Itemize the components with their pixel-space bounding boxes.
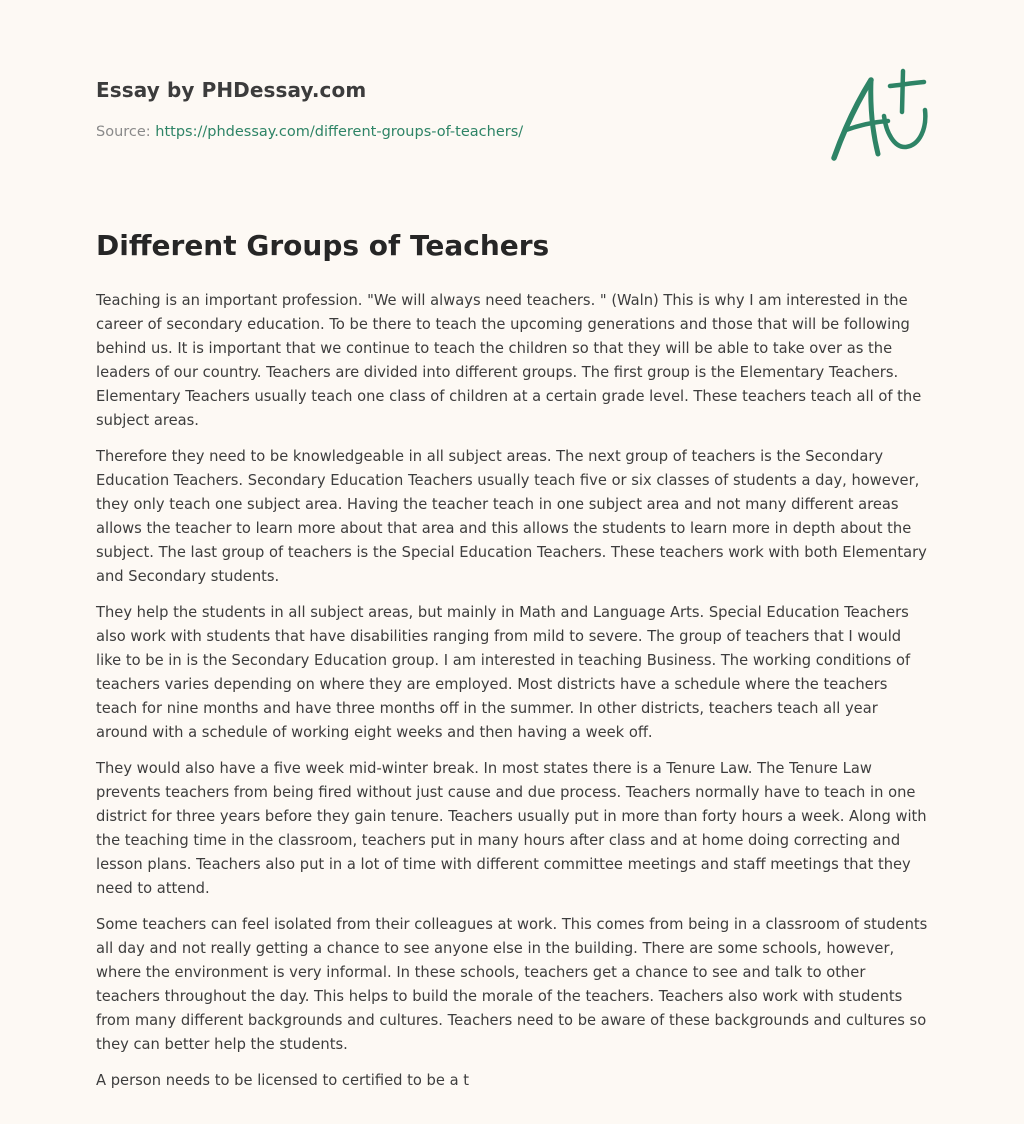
essay-paragraph: They would also have a five week mid-winter break. In most states there is a Tenure Law. The Tenure Law prevents teachers from being fired without just cause and due process. Teachers normally have to teach in one district for three years before they gain tenure. Teachers usually put in more than forty hours a week. Along with the teaching time in the classroom, teachers put in many hours after class and at home doing correcting and lesson plans. Teachers also put in a lot of time with different committee meetings and staff meetings that they need to attend. [96, 760, 927, 897]
brand-title: Essay by PHDessay.com [96, 78, 367, 102]
essay-paragraph: Therefore they need to be knowledgeable in all subject areas. The next group of teachers is the Secondary Education Teachers. Secondary Education Teachers usually teach five or six classes of students a day, however, they only teach one subject area. Having the teacher teach in one subject area and not many different areas allows the teacher to learn more about that area and this allows the students to learn more in depth about the subject. The last group of teachers is the Special Education Teachers. These teachers work with both Elementary and Secondary students. [96, 448, 927, 585]
essay-title: Different Groups of Teachers [96, 229, 550, 262]
source-label: Source: [96, 124, 151, 140]
essay-body [96, 289, 928, 1093]
essay-paragraph: A person needs to be licensed to certified to be a t [96, 1072, 470, 1089]
essay-paragraph: Teaching is an important profession. "We will always need teachers. " (Waln) This is why I am interested in the career of secondary education. To be there to teach the upcoming generations and those that will be following behind us. It is important that we continue to teach the children so that they will be able to take over as the leaders of our country. Teachers are divided into different groups. The first group is the Elementary Teachers. Elementary Teachers usually teach one class of children at a certain grade level. These teachers teach all of the subject areas. [96, 292, 922, 429]
source-link[interactable]: https://phdessay.com/different-groups-of-teachers/ [155, 124, 524, 140]
a-plus-grade-logo-icon [826, 66, 930, 166]
essay-paragraph: Some teachers can feel isolated from their colleagues at work. This comes from being in a classroom of students all day and not really getting a chance to see anyone else in the building. There are some schools, however, where the environment is very informal. In these schools, teachers get a chance to see and talk to other teachers throughout the day. This helps to build the morale of the teachers. Teachers also work with students from many different backgrounds and cultures. Teachers need to be aware of these backgrounds and cultures so they can better help the students. [96, 916, 928, 1053]
essay-paragraph: They help the students in all subject areas, but mainly in Math and Language Arts. Special Education Teachers also work with students that have disabilities ranging from mild to severe. The group of teachers that I would like to be in is the Secondary Education group. I am interested in teaching Business. The working conditions of teachers varies depending on where they are employed. Most districts have a schedule where the teachers teach for nine months and have three months off in the summer. In other districts, teachers teach all year around with a schedule of working eight weeks and then having a week off. [96, 604, 911, 741]
source-line [96, 124, 523, 140]
page-header [96, 0, 928, 200]
